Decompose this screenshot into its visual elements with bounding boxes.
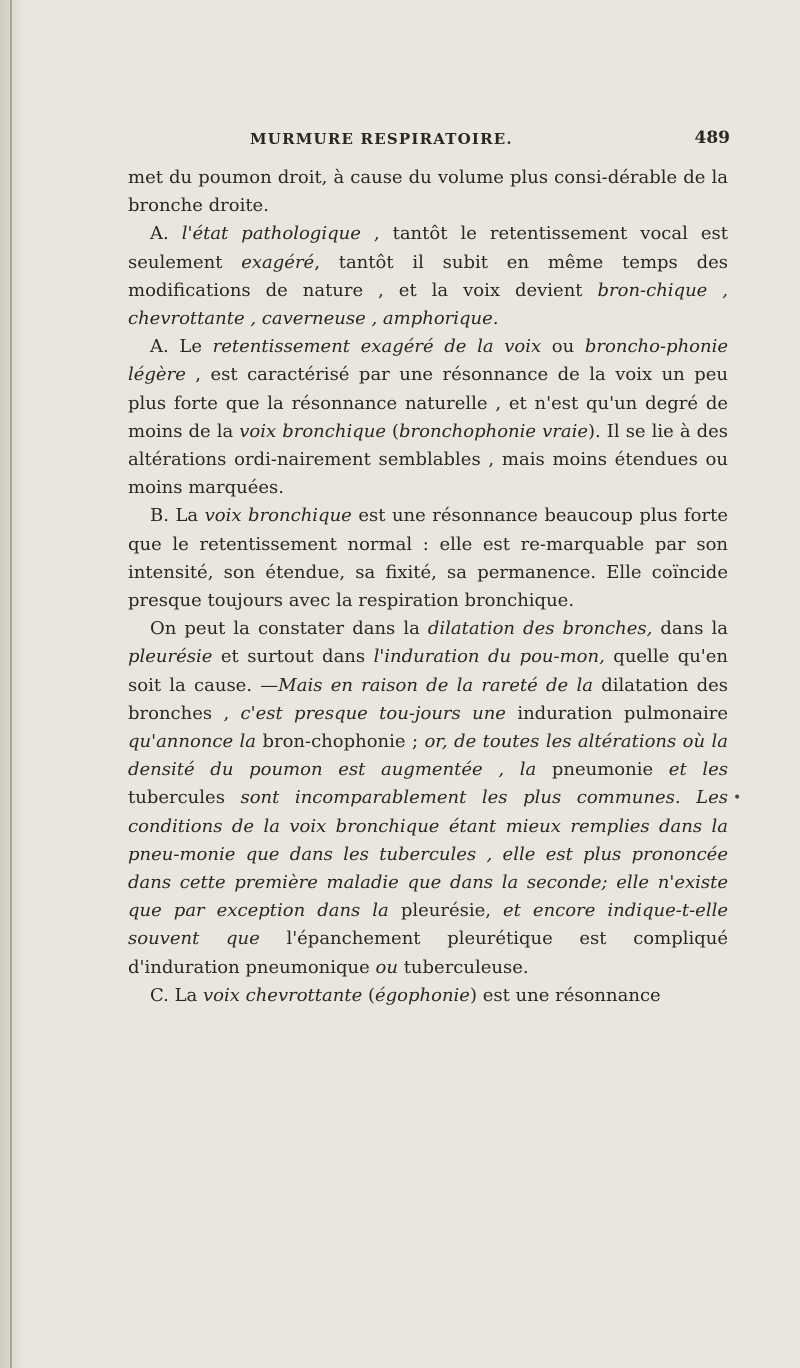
italic-run: bronchophonie vraie: [399, 420, 589, 442]
text-run: , est caractérisé par une résonnance de la voix un peu plus forte que la résonnance naturelle , et n'est qu'un degré de moins de la: [128, 364, 728, 442]
paragraph: [128, 502, 728, 615]
text-run: pneumonie: [536, 759, 669, 781]
italic-run: exagéré: [241, 251, 315, 273]
text-run: l'épanchement pleurétique est compliqué d'induration pneumonique: [128, 928, 728, 978]
text-run: bron-chophonie ;: [256, 731, 425, 753]
paragraph: [128, 220, 728, 333]
text-run: dilatation des bronches ,: [128, 674, 728, 724]
text-run: tuberculeuse.: [397, 956, 529, 978]
italic-run: bron-chique , chevrottante , caverneuse , amphorique.: [128, 279, 728, 330]
text-run: met du poumon droit, à cause du volume plus consi-dérable de la bronche droite.: [128, 167, 728, 217]
italic-run: l'induration du pou-mon,: [373, 646, 605, 668]
text-run: tubercules: [128, 787, 241, 809]
text-run: C. La: [150, 984, 203, 1006]
italic-run: sont incomparablement les plus communes. Les conditions de la voix bronchique étant mieux remplies dans la pneu-monie que dans les tubercules , elle est plus prononcée dans cette première maladie que dans la seconde; elle n'existe que par exception dans la: [128, 787, 728, 922]
book-page: [128, 128, 728, 1010]
italic-run: retentissement exagéré de la voix: [212, 336, 542, 358]
italic-run: c'est presque tou-jours une: [240, 702, 506, 724]
text-run: B. La: [150, 505, 205, 527]
text-run: A. Le: [150, 336, 213, 358]
text-run: dans la: [652, 618, 728, 640]
text-run: ). Il se lie à des altérations ordi-nairement semblables , mais moins étendues ou moins marquées.: [128, 420, 728, 499]
italic-run: or, de toutes les altérations où la densité du poumon est augmentée , la: [128, 731, 728, 781]
page-spine-line: [10, 0, 12, 1368]
page-header: [128, 128, 728, 164]
italic-run: Mais en raison de la rareté de la: [278, 674, 593, 696]
text-run: , tantôt il subit en même temps des modifications de nature , et la voix devient: [128, 251, 728, 301]
paragraph: [128, 982, 728, 1010]
text-run: et surtout dans: [212, 646, 374, 668]
text-run: ou: [541, 336, 585, 358]
italic-run: et les: [668, 759, 728, 781]
paragraph: [128, 615, 728, 982]
body-text: [128, 164, 728, 1010]
text-run: quelle qu'en soit la cause. —: [128, 646, 728, 696]
paragraph: [128, 164, 728, 220]
italic-run: ou: [375, 956, 398, 978]
text-run: (: [385, 420, 400, 442]
italic-run: broncho-phonie légère: [128, 336, 728, 386]
text-run: pleurésie,: [388, 900, 504, 922]
text-run: On peut la constater dans la: [150, 618, 428, 640]
text-run: , tantôt le retentissement vocal est seulement: [128, 223, 728, 273]
paragraph: [128, 333, 728, 502]
italic-run: dilatation des bronches,: [427, 618, 653, 640]
italic-run: et encore indique-t-elle souvent que: [128, 900, 728, 950]
margin-mark: •: [733, 790, 742, 806]
text-run: ) est une résonnance: [469, 984, 661, 1006]
italic-run: voix chevrottante: [202, 984, 363, 1006]
italic-run: pleurésie: [128, 646, 213, 668]
running-title: MURMURE RESPIRATOIRE.: [250, 130, 513, 148]
page-number: 489: [694, 128, 730, 148]
text-run: est une résonnance beaucoup plus forte que le retentissement normal : elle est re-marquable par son intensité, son étendue, sa fixité, sa permanence. Elle coïncide presque toujours avec la respiration bronchique.: [128, 505, 728, 612]
text-run: induration pulmonaire: [505, 702, 728, 724]
text-run: (: [362, 984, 375, 1006]
italic-run: voix bronchique: [239, 420, 386, 442]
italic-run: l'état pathologique: [181, 223, 361, 245]
italic-run: qu'annonce la: [128, 731, 257, 753]
italic-run: voix bronchique: [204, 505, 352, 527]
italic-run: égophonie: [374, 984, 470, 1006]
text-run: A.: [150, 223, 182, 245]
